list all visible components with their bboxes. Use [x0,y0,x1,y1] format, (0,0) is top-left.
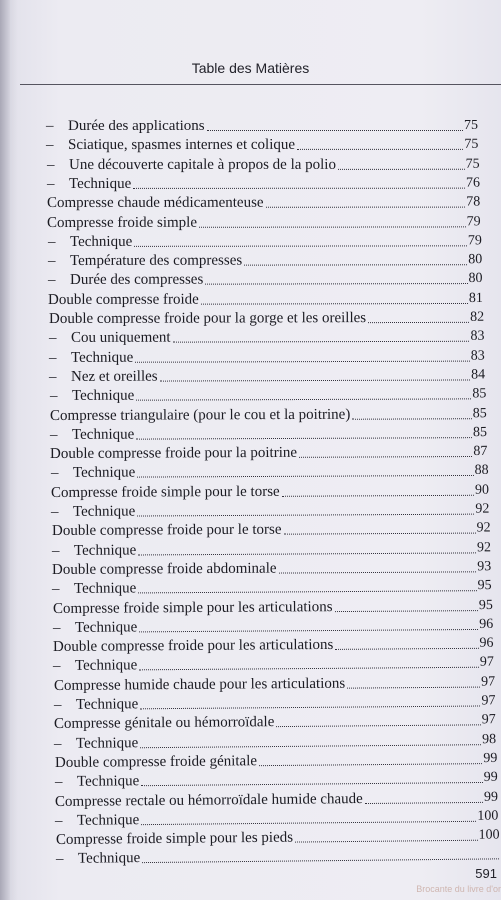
toc-entry [47,193,480,213]
toc-entry-title: Compresse froide simple pour le torse [50,483,280,501]
toc-entry [47,154,480,174]
toc-entry [48,231,482,252]
toc-entry-title: Double compresse froide pour le torse [51,521,282,540]
toc-entry-title: Technique [74,580,137,598]
toc-dot-leader [299,455,472,458]
toc-entry-title: Nez et oreilles [71,368,159,385]
toc-entry-page: 96 [478,616,494,632]
toc-entry-page: 80 [468,271,483,287]
toc-entry-page: 84 [471,367,486,383]
toc-entry-title: Sciatique, spasmes internes et colique [68,137,296,154]
toc-dot-leader [138,551,476,555]
toc-entry-dash: – [52,581,60,598]
toc-entry-title: Technique [76,773,140,790]
toc-entry-title: Technique [69,233,132,250]
toc-dot-leader [136,398,471,401]
toc-entry-dash: – [52,619,61,636]
toc-entry-page: 85 [473,424,488,440]
toc-entry-dash: – [46,137,54,154]
toc-entry [46,116,478,136]
toc-entry [47,212,481,233]
toc-dot-leader [334,609,477,612]
toc-entry-page: 99 [484,789,499,805]
toc-dot-leader [365,800,483,803]
toc-entry-dash: – [47,253,56,270]
toc-entry-page: 97 [480,674,495,690]
toc-entry-page: 83 [470,329,485,345]
toc-entry-page: 92 [475,501,490,517]
toc-entry-title: Technique [75,657,138,675]
toc-dot-leader [139,589,477,593]
toc-entry-title: Technique [73,503,136,520]
toc-dot-leader [295,839,478,843]
toc-entry-title: Technique [77,811,140,829]
toc-entry [50,385,486,407]
toc-entry-title: Durée des compresses [70,272,204,289]
toc-entry-page: 87 [473,444,488,460]
toc-entry-title: Double compresse froide [48,291,200,308]
toc-dot-leader [137,474,473,478]
toc-entry [48,289,483,310]
toc-entry-title: Technique [75,696,139,713]
header-rule [20,84,501,85]
toc-entry-title: Compresse chaude médicamenteuse [47,194,264,212]
toc-entry-title: Température des compresses [69,252,243,270]
toc-entry [49,346,485,367]
toc-entry-dash: – [47,233,56,250]
toc-entry-title: Double compresse froide abdominale [51,560,277,578]
toc-entry-title: Compresse triangulaire (pour le cou et la poitrine) [49,406,351,424]
toc-entry [48,250,482,271]
toc-dot-leader [142,820,477,825]
page-number: 591 [475,866,497,881]
toc-entry-title: Technique [71,387,134,405]
toc-entry-page: 96 [479,635,494,651]
toc-entry-title: Technique [76,734,139,752]
toc-entry-title: Double compresse froide pour les articulations [53,636,334,656]
toc-entry-title: Technique [77,850,141,868]
toc-entry-page: 97 [481,693,496,709]
toc-entry-page: 95 [478,597,493,613]
toc-entry-page: 80 [468,252,483,268]
toc-dot-leader [139,628,478,632]
toc-entry-title: Technique [68,175,132,192]
toc-dot-leader [134,244,467,247]
toc-entry-page: 92 [476,539,491,555]
toc-entry-page: 83 [470,348,485,364]
toc-dot-leader [138,513,475,517]
toc-entry [48,269,483,290]
toc-dot-leader [140,666,480,671]
toc-dot-leader [136,436,472,439]
toc-dot-leader [199,225,466,227]
toc-dot-leader [347,685,480,688]
toc-entry-page: 98 [482,731,497,747]
toc-dot-leader [172,340,469,343]
toc-entry-title: Compresse génitale ou hémorroïdale [54,714,275,733]
toc-entry-dash: – [53,696,62,713]
toc-entry-page: 78 [466,194,481,210]
toc-entry-page: 79 [466,213,481,229]
toc-entry-dash: – [54,735,62,752]
toc-entry-page: 88 [474,463,489,479]
toc-entry-dash: – [49,349,57,366]
toc-entry-page: 90 [474,482,490,498]
toc-entry-dash: – [46,156,55,173]
toc-entry-dash: – [50,426,58,443]
toc-entry-title: Technique [74,619,138,636]
toc-dot-leader [201,302,468,305]
toc-dot-leader [338,167,465,169]
toc-entry-page: 85 [472,405,487,421]
toc-dot-leader [335,647,478,650]
toc-entry-title: Technique [72,426,135,443]
toc-entry-dash: – [50,465,59,482]
toc-entry-dash: – [49,368,57,385]
toc-dot-leader [207,129,463,131]
toc-entry-dash: – [55,851,64,868]
toc-entry-title: Double compresse froide pour la poitrine [50,444,298,463]
toc-entry-title: Compresse froide simple pour les pieds [55,829,293,849]
toc-entry [47,174,480,194]
toc-entry-page: 97 [481,712,496,728]
toc-entry [49,308,484,329]
toc-entry-page: 100 [478,827,500,843]
toc-dot-leader [259,762,482,766]
toc-dot-leader [368,321,469,323]
toc-entry [50,404,487,426]
toc-entry-page: 93 [477,559,492,575]
toc-entry-dash: – [48,272,56,289]
toc-entry-page: 100 [477,808,499,824]
running-header: Table des Matières [191,60,310,76]
toc-dot-leader [133,187,465,189]
toc-entry-page: 75 [464,118,478,133]
toc-dot-leader [141,743,482,748]
toc-entry-title: Compresse humide chaude pour les articulations [53,675,345,694]
toc-entry-title: Double compresse froide génitale [54,753,257,771]
toc-entry-dash: – [48,330,57,347]
toc-dot-leader [141,781,482,786]
toc-entry-title: Technique [72,464,136,482]
toc-entry-dash: – [54,774,63,791]
toc-dot-leader [205,282,467,285]
toc-dot-leader [142,858,499,864]
toc-entry-page: 82 [469,309,484,325]
toc-entry-dash: – [46,175,55,192]
toc-entry-title: Une découverte capitale à propos de la polio [68,156,336,173]
toc-entry-dash: – [51,503,59,520]
toc-entry-dash: – [55,812,64,829]
toc-entry-title: Cou uniquement [70,329,171,347]
toc-dot-leader [352,417,471,420]
toc-entry-page: 92 [476,520,491,536]
toc-entry [56,845,500,870]
toc-entry-page: 95 [477,578,492,594]
toc-dot-leader [266,206,466,208]
toc-entry-page: 85 [472,386,487,402]
toc-dot-leader [283,532,475,535]
toc-entry-dash: – [49,388,58,405]
toc-entry-title: Compresse froide simple [47,214,198,231]
toc-dot-leader [277,724,481,728]
toc-entry-page: 99 [483,770,498,786]
toc-dot-leader [297,148,463,150]
toc-entry-dash: – [51,542,60,559]
toc-dot-leader [160,378,470,381]
toc-entry [49,327,485,348]
toc-entry-page: 75 [464,137,479,153]
toc-entry-page: 81 [469,290,484,306]
toc-entry [46,135,478,155]
toc-entry-page: 97 [480,655,495,671]
toc-entry-title: Compresse rectale ou hémorroïdale humide chaude [55,790,364,810]
toc-dot-leader [140,705,480,710]
watermark: Brocante du livre d'or [416,884,501,894]
toc-entry-title: Durée des applications [68,118,205,134]
toc-dot-leader [244,263,467,265]
toc-entry-page: 75 [465,156,480,172]
toc-entry-dash: – [46,118,54,134]
book-spine-shadow [0,0,10,900]
toc-entry-page: 99 [482,750,498,767]
toc-entry-title: Compresse froide simple pour les articulations [52,598,333,617]
toc-entry-title: Technique [71,349,134,366]
toc-entry-dash: – [53,658,61,675]
toc-entry-page: 76 [465,175,480,191]
toc-dot-leader [282,493,474,496]
toc-entry-title: Double compresse froide pour la gorge et les oreilles [48,310,366,327]
toc-entry-title: Technique [73,542,137,559]
toc-dot-leader [135,359,470,362]
toc-dot-leader [279,570,477,573]
toc-entry-page: 79 [467,233,482,249]
